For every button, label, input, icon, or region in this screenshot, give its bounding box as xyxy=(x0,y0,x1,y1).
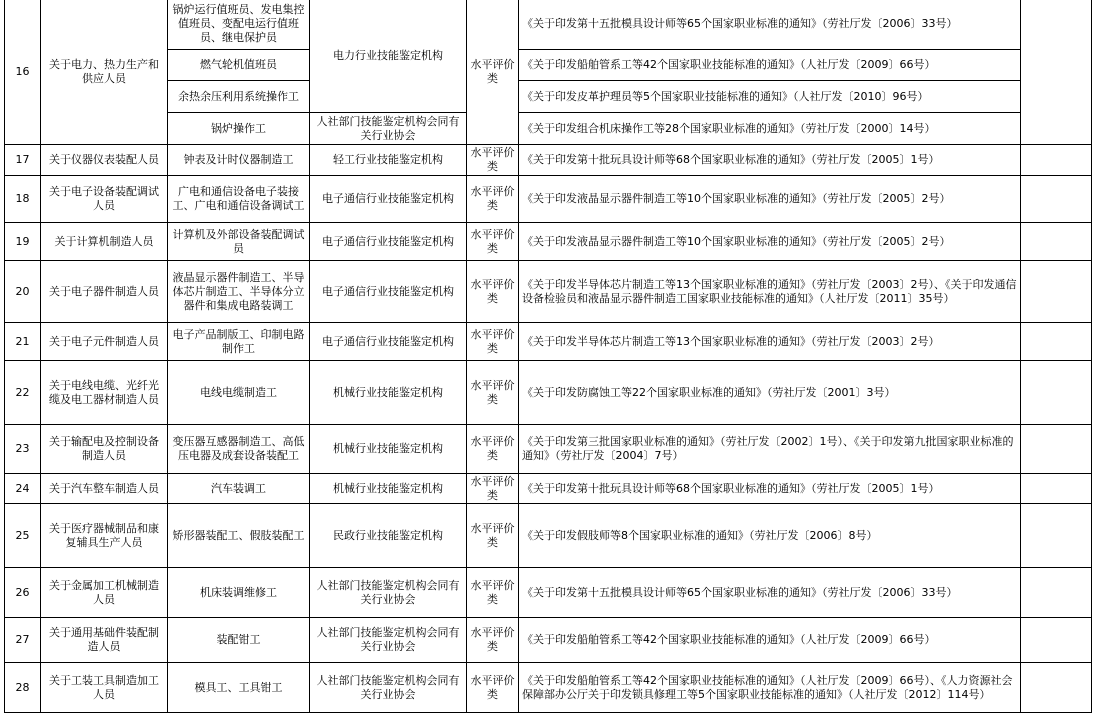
occupation-category: 关于汽车整车制造人员 xyxy=(41,474,168,504)
appraisal-agency: 人社部门技能鉴定机构会同有关行业协会 xyxy=(310,113,467,145)
occupation-standards-table xyxy=(4,0,1092,713)
remarks-cell xyxy=(1021,663,1092,713)
row-number: 20 xyxy=(5,261,41,323)
appraisal-agency: 电子通信行业技能鉴定机构 xyxy=(310,261,467,323)
remarks-cell xyxy=(1021,0,1092,145)
remarks-cell xyxy=(1021,425,1092,474)
row-number: 19 xyxy=(5,223,41,261)
occupation-job: 余热余压利用系统操作工 xyxy=(168,81,310,113)
remarks-cell xyxy=(1021,176,1092,223)
row-number: 24 xyxy=(5,474,41,504)
appraisal-agency: 电子通信行业技能鉴定机构 xyxy=(310,176,467,223)
evaluation-type: 水平评价类 xyxy=(467,663,519,713)
standard-document: 《关于印发半导体芯片制造工等13个国家职业标准的通知》（劳社厅发〔2003〕2号）、《关于印发通信设备检验员和液晶显示器件制造工国家职业技能标准的通知》（人社厅发〔2011〕35号） xyxy=(519,261,1021,323)
appraisal-agency: 电力行业技能鉴定机构 xyxy=(310,0,467,113)
standard-document: 《关于印发皮革护理员等5个国家职业技能标准的通知》（人社厅发〔2010〕96号） xyxy=(519,81,1021,113)
row-number: 18 xyxy=(5,176,41,223)
row-number: 16 xyxy=(5,0,41,145)
row-number: 26 xyxy=(5,568,41,618)
table-row xyxy=(5,618,1092,663)
evaluation-type: 水平评价类 xyxy=(467,0,519,145)
standard-document: 《关于印发防腐蚀工等22个国家职业标准的通知》（劳社厅发〔2001〕3号） xyxy=(519,361,1021,425)
occupation-category: 关于电力、热力生产和供应人员 xyxy=(41,0,168,145)
occupation-job: 计算机及外部设备装配调试员 xyxy=(168,223,310,261)
occupation-category: 关于电子器件制造人员 xyxy=(41,261,168,323)
occupation-job: 装配钳工 xyxy=(168,618,310,663)
occupation-category: 关于医疗器械制品和康复辅具生产人员 xyxy=(41,504,168,568)
occupation-job: 机床装调维修工 xyxy=(168,568,310,618)
appraisal-agency: 人社部门技能鉴定机构会同有关行业协会 xyxy=(310,663,467,713)
row-number: 21 xyxy=(5,323,41,361)
table-row xyxy=(5,261,1092,323)
remarks-cell xyxy=(1021,504,1092,568)
row-number: 25 xyxy=(5,504,41,568)
remarks-cell xyxy=(1021,261,1092,323)
occupation-job: 电子产品制版工、印制电路制作工 xyxy=(168,323,310,361)
evaluation-type: 水平评价类 xyxy=(467,568,519,618)
appraisal-agency: 轻工行业技能鉴定机构 xyxy=(310,145,467,176)
evaluation-type: 水平评价类 xyxy=(467,504,519,568)
standard-document: 《关于印发第十批玩具设计师等68个国家职业标准的通知》（劳社厅发〔2005〕1号） xyxy=(519,145,1021,176)
occupation-category: 关于电线电缆、光纤光缆及电工器材制造人员 xyxy=(41,361,168,425)
standard-document: 《关于印发假肢师等8个国家职业标准的通知》（劳社厅发〔2006〕8号） xyxy=(519,504,1021,568)
evaluation-type: 水平评价类 xyxy=(467,618,519,663)
appraisal-agency: 机械行业技能鉴定机构 xyxy=(310,474,467,504)
row-number: 28 xyxy=(5,663,41,713)
table-row xyxy=(5,176,1092,223)
standard-document: 《关于印发液晶显示器件制造工等10个国家职业标准的通知》（劳社厅发〔2005〕2号） xyxy=(519,223,1021,261)
table-row xyxy=(5,504,1092,568)
occupation-category: 关于仪器仪表装配人员 xyxy=(41,145,168,176)
table-row xyxy=(5,81,1092,113)
occupation-job: 变压器互感器制造工、高低压电器及成套设备装配工 xyxy=(168,425,310,474)
standard-document: 《关于印发船舶管系工等42个国家职业技能标准的通知》（人社厅发〔2009〕66号） xyxy=(519,50,1021,81)
table-row xyxy=(5,323,1092,361)
appraisal-agency: 机械行业技能鉴定机构 xyxy=(310,361,467,425)
occupation-job: 广电和通信设备电子装接工、广电和通信设备调试工 xyxy=(168,176,310,223)
standard-document: 《关于印发第三批国家职业标准的通知》（劳社厅发〔2002〕1号）、《关于印发第九批国家职业标准的通知》（劳社厅发〔2004〕7号） xyxy=(519,425,1021,474)
occupation-job: 液晶显示器件制造工、半导体芯片制造工、半导体分立器件和集成电路装调工 xyxy=(168,261,310,323)
evaluation-type: 水平评价类 xyxy=(467,425,519,474)
appraisal-agency: 人社部门技能鉴定机构会同有关行业协会 xyxy=(310,568,467,618)
standard-document: 《关于印发船舶管系工等42个国家职业技能标准的通知》（人社厅发〔2009〕66号）、《人力资源社会保障部办公厅关于印发锁具修理工等5个国家职业技能标准的通知》（人社厅发〔2012〕114号） xyxy=(519,663,1021,713)
table-row xyxy=(5,425,1092,474)
evaluation-type: 水平评价类 xyxy=(467,323,519,361)
remarks-cell xyxy=(1021,145,1092,176)
occupation-job: 燃气轮机值班员 xyxy=(168,50,310,81)
table-row xyxy=(5,113,1092,145)
occupation-category: 关于工装工具制造加工人员 xyxy=(41,663,168,713)
row-number: 27 xyxy=(5,618,41,663)
occupation-category: 关于计算机制造人员 xyxy=(41,223,168,261)
remarks-cell xyxy=(1021,618,1092,663)
occupation-category: 关于输配电及控制设备制造人员 xyxy=(41,425,168,474)
appraisal-agency: 机械行业技能鉴定机构 xyxy=(310,425,467,474)
remarks-cell xyxy=(1021,568,1092,618)
standard-document: 《关于印发半导体芯片制造工等13个国家职业标准的通知》（劳社厅发〔2003〕2号） xyxy=(519,323,1021,361)
table-row xyxy=(5,50,1092,81)
evaluation-type: 水平评价类 xyxy=(467,261,519,323)
standard-document: 《关于印发船舶管系工等42个国家职业技能标准的通知》（人社厅发〔2009〕66号） xyxy=(519,618,1021,663)
remarks-cell xyxy=(1021,474,1092,504)
occupation-job: 模具工、工具钳工 xyxy=(168,663,310,713)
table-row xyxy=(5,474,1092,504)
occupation-category: 关于电子元件制造人员 xyxy=(41,323,168,361)
standard-document: 《关于印发组合机床操作工等28个国家职业标准的通知》（劳社厅发〔2000〕14号） xyxy=(519,113,1021,145)
occupation-job: 电线电缆制造工 xyxy=(168,361,310,425)
standard-document: 《关于印发第十批玩具设计师等68个国家职业标准的通知》（劳社厅发〔2005〕1号） xyxy=(519,474,1021,504)
table-row xyxy=(5,663,1092,713)
appraisal-agency: 人社部门技能鉴定机构会同有关行业协会 xyxy=(310,618,467,663)
row-number: 22 xyxy=(5,361,41,425)
appraisal-agency: 民政行业技能鉴定机构 xyxy=(310,504,467,568)
table-row xyxy=(5,223,1092,261)
table-row xyxy=(5,145,1092,176)
occupation-category: 关于电子设备装配调试人员 xyxy=(41,176,168,223)
appraisal-agency: 电子通信行业技能鉴定机构 xyxy=(310,323,467,361)
remarks-cell xyxy=(1021,323,1092,361)
occupation-category: 关于通用基础件装配制造人员 xyxy=(41,618,168,663)
occupation-job: 汽车装调工 xyxy=(168,474,310,504)
standard-document: 《关于印发第十五批模具设计师等65个国家职业标准的通知》（劳社厅发〔2006〕33号） xyxy=(519,0,1021,50)
occupation-job: 钟表及计时仪器制造工 xyxy=(168,145,310,176)
evaluation-type: 水平评价类 xyxy=(467,361,519,425)
occupation-job: 矫形器装配工、假肢装配工 xyxy=(168,504,310,568)
standard-document: 《关于印发第十五批模具设计师等65个国家职业标准的通知》（劳社厅发〔2006〕33号） xyxy=(519,568,1021,618)
remarks-cell xyxy=(1021,223,1092,261)
row-number: 17 xyxy=(5,145,41,176)
evaluation-type: 水平评价类 xyxy=(467,474,519,504)
occupation-job: 锅炉运行值班员、发电集控值班员、变配电运行值班员、继电保护员 xyxy=(168,0,310,50)
table-row xyxy=(5,361,1092,425)
remarks-cell xyxy=(1021,361,1092,425)
standard-document: 《关于印发液晶显示器件制造工等10个国家职业标准的通知》（劳社厅发〔2005〕2号） xyxy=(519,176,1021,223)
table-row xyxy=(5,568,1092,618)
evaluation-type: 水平评价类 xyxy=(467,145,519,176)
evaluation-type: 水平评价类 xyxy=(467,176,519,223)
occupation-job: 锅炉操作工 xyxy=(168,113,310,145)
table-row xyxy=(5,0,1092,50)
occupation-category: 关于金属加工机械制造人员 xyxy=(41,568,168,618)
row-number: 23 xyxy=(5,425,41,474)
evaluation-type: 水平评价类 xyxy=(467,223,519,261)
appraisal-agency: 电子通信行业技能鉴定机构 xyxy=(310,223,467,261)
